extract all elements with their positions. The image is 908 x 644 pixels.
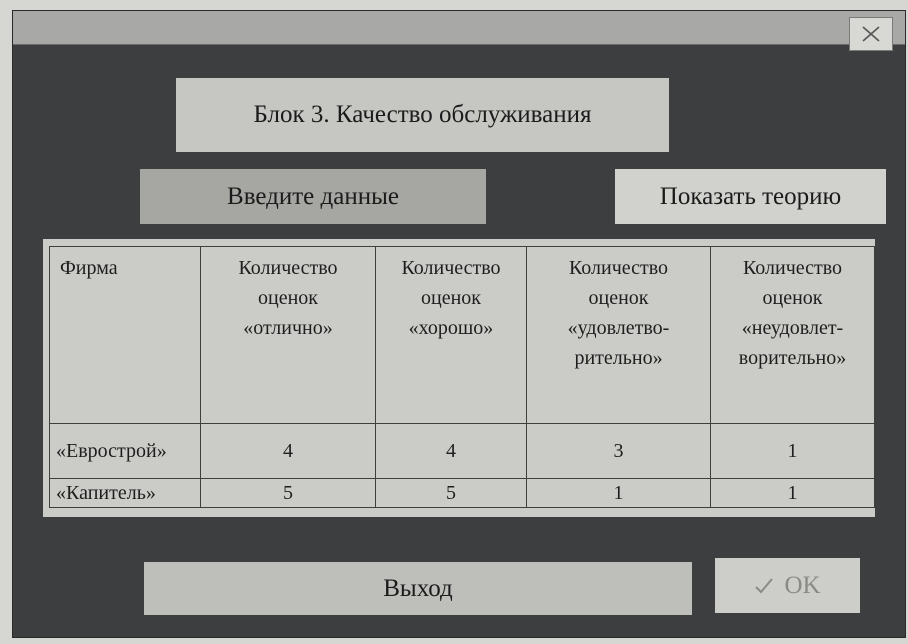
exit-label: Выход xyxy=(383,574,453,602)
unsatisfactory-cell[interactable]: 1 xyxy=(711,424,875,479)
column-header-excellent xyxy=(201,247,376,424)
close-icon xyxy=(860,25,882,43)
header-line: Количество xyxy=(742,257,843,279)
close-button[interactable] xyxy=(849,17,893,51)
header-line: оценок xyxy=(421,287,481,309)
excellent-cell[interactable]: 5 xyxy=(201,479,376,508)
good-cell[interactable]: 5 xyxy=(376,479,527,508)
header-line: оценок xyxy=(762,287,823,309)
ok-label: OK xyxy=(784,571,821,599)
ok-button[interactable] xyxy=(715,558,860,613)
column-header-unsatisfactory xyxy=(711,247,875,424)
firm-cell[interactable]: «Еврострой» xyxy=(50,424,201,479)
header-line: рительно» xyxy=(574,347,663,369)
header-line: оценок xyxy=(258,287,318,309)
header-line: Количество xyxy=(401,257,501,279)
firm-cell[interactable]: «Капитель» xyxy=(50,479,201,508)
header-line: «хорошо» xyxy=(408,317,494,339)
ratings-table-container xyxy=(43,239,875,517)
header-line: Количество xyxy=(238,257,338,279)
header-line: Фирма xyxy=(60,257,118,279)
header-line: «отлично» xyxy=(243,317,333,339)
header-line: Количество xyxy=(568,257,669,279)
exit-button[interactable] xyxy=(144,562,692,615)
good-cell[interactable]: 4 xyxy=(376,424,527,479)
enter-data-button[interactable] xyxy=(140,169,486,224)
ratings-table xyxy=(49,246,875,508)
table-row xyxy=(50,424,875,479)
block-title-text: Блок 3. Качество обслуживания xyxy=(253,101,592,128)
show-theory-label: Показать теорию xyxy=(659,182,842,210)
show-theory-button[interactable] xyxy=(615,169,886,224)
title-bar[interactable] xyxy=(13,11,905,45)
excellent-cell[interactable]: 4 xyxy=(201,424,376,479)
enter-data-label: Введите данные xyxy=(227,182,399,210)
dialog-window xyxy=(12,10,906,638)
table-row xyxy=(50,479,875,508)
unsatisfactory-cell[interactable]: 1 xyxy=(711,479,875,508)
satisfactory-cell[interactable]: 3 xyxy=(527,424,711,479)
header-line: «удовлетво- xyxy=(567,317,670,339)
column-header-satisfactory xyxy=(527,247,711,424)
header-line: оценок xyxy=(588,287,649,309)
block-title xyxy=(176,78,669,152)
header-line: «неудовлет- xyxy=(741,317,844,339)
table-header-row xyxy=(50,247,875,424)
column-header-good xyxy=(376,247,527,424)
column-header-firm xyxy=(50,247,201,424)
checkmark-icon xyxy=(754,577,774,595)
header-line: ворительно» xyxy=(738,347,847,369)
satisfactory-cell[interactable]: 1 xyxy=(527,479,711,508)
